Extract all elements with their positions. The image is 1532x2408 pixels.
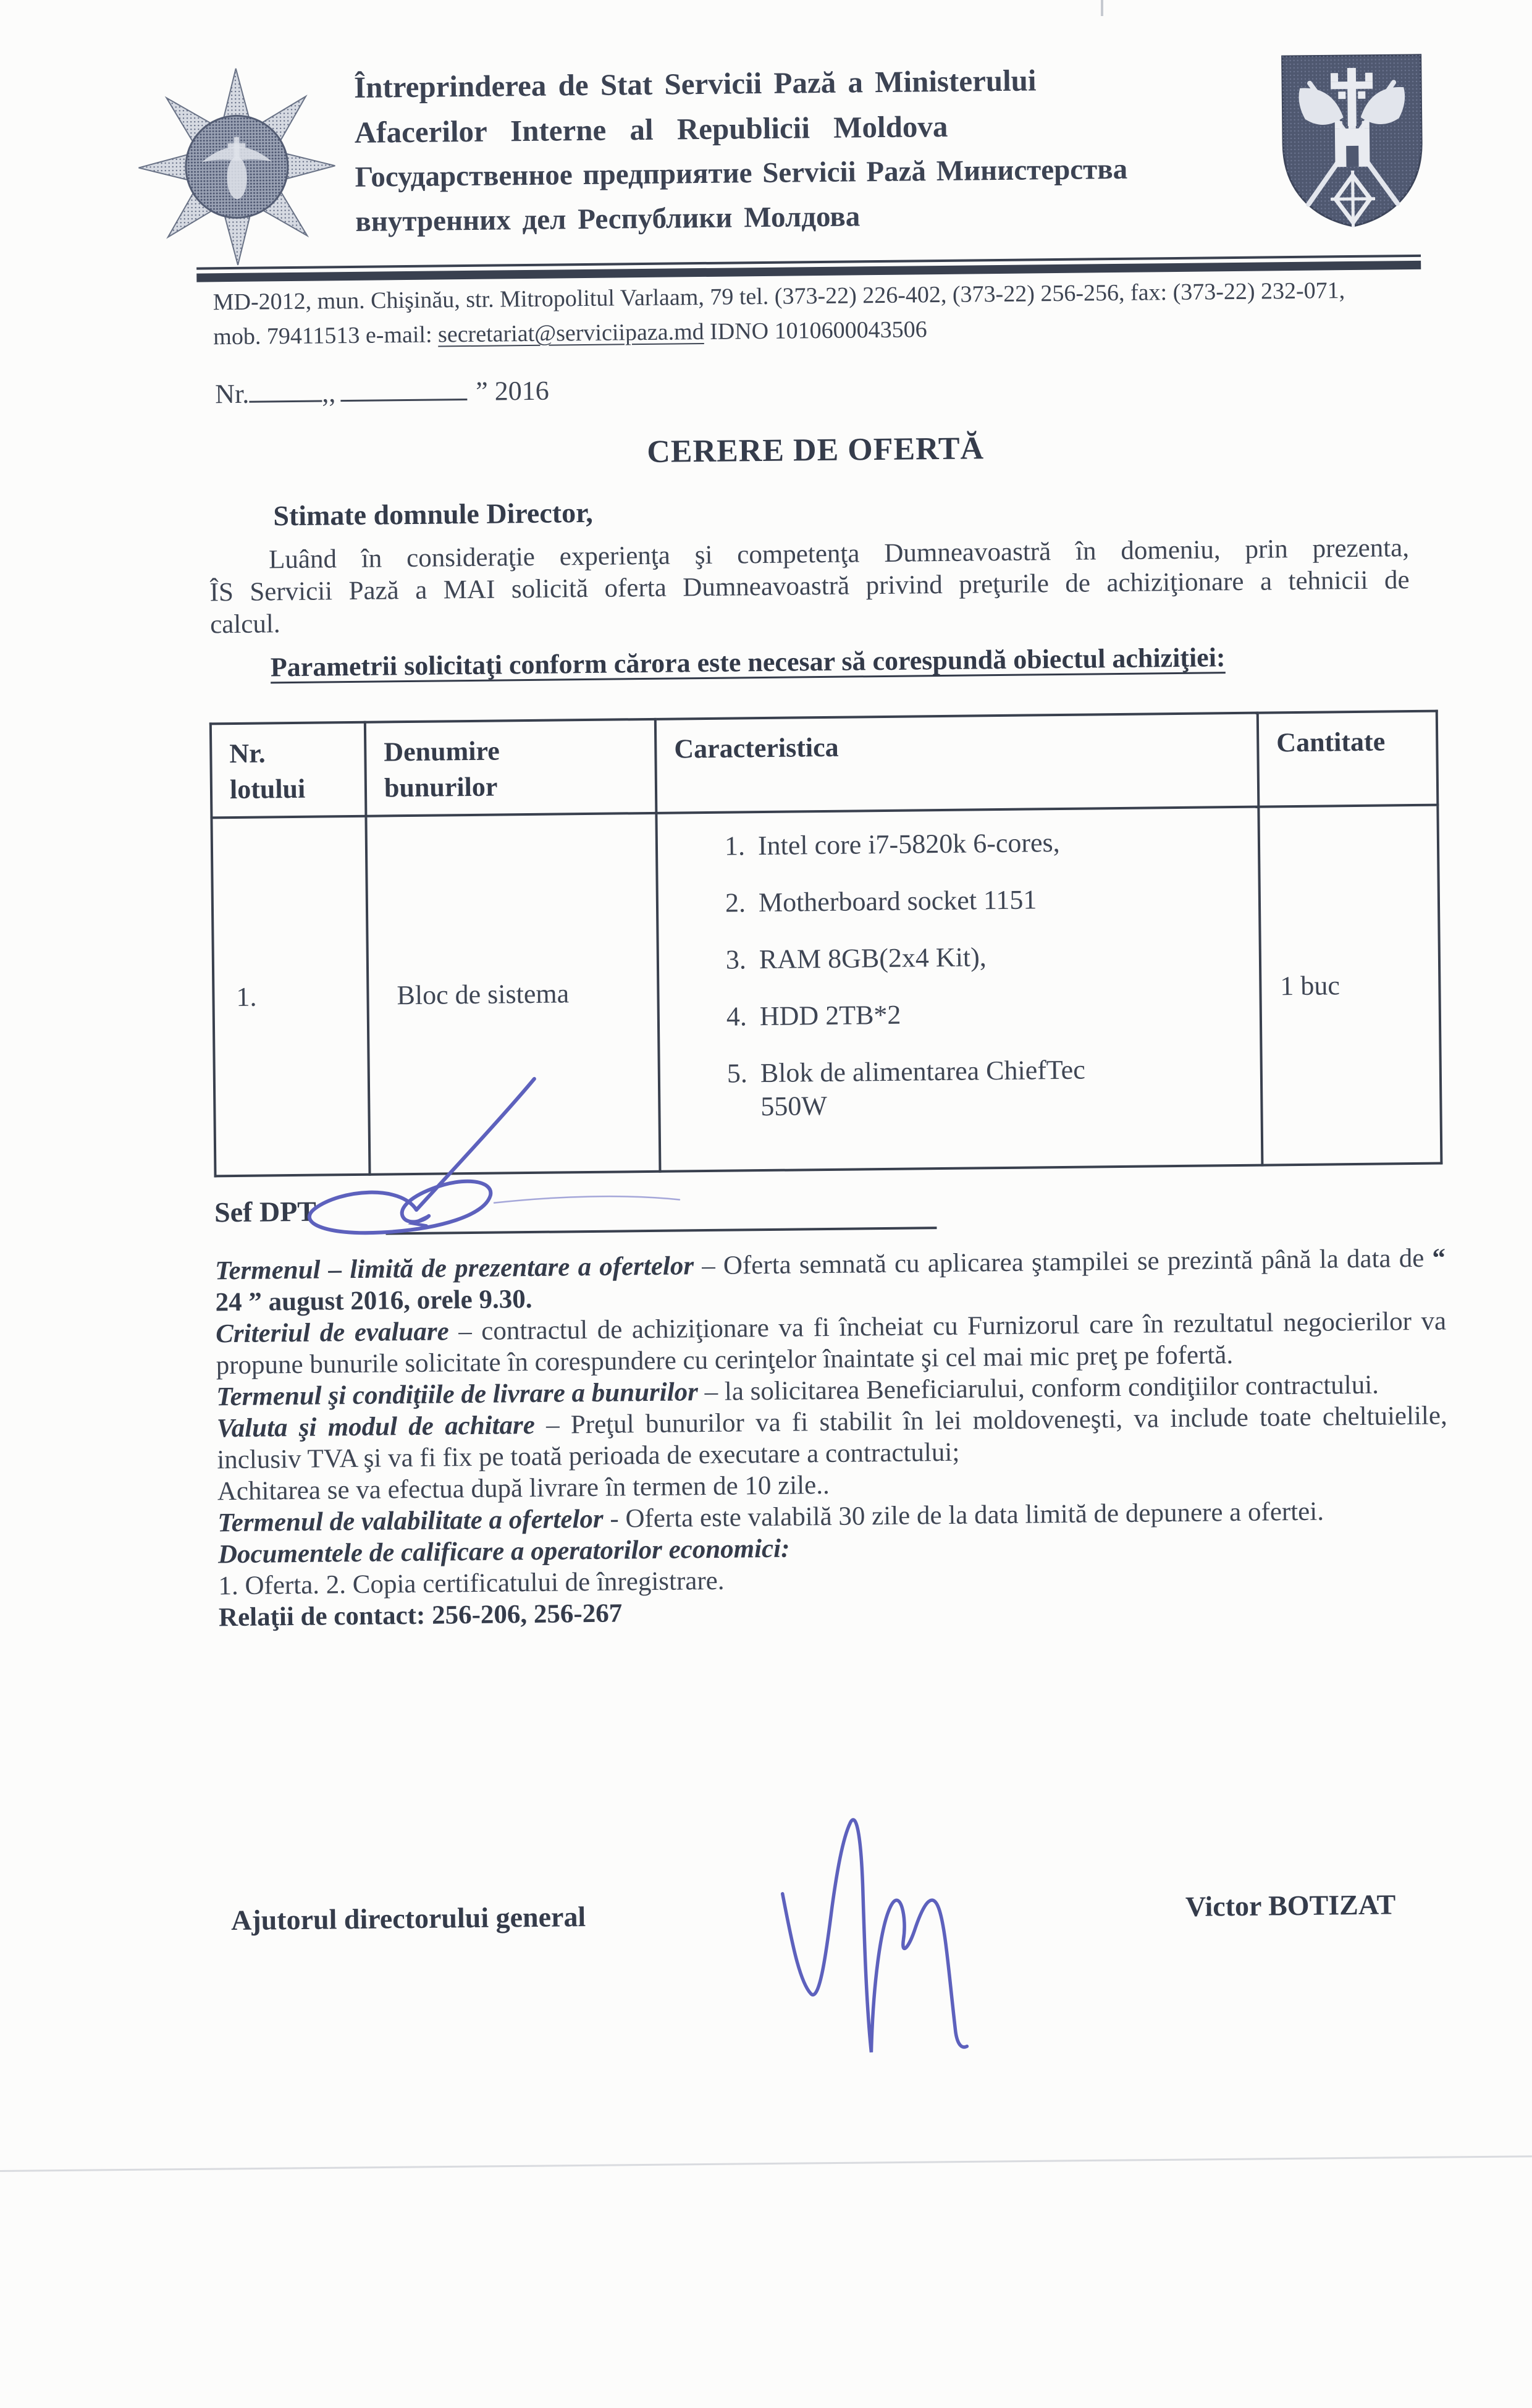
intro-paragraph bbox=[209, 532, 1410, 641]
date-blank-field bbox=[340, 374, 467, 402]
director-signature bbox=[739, 1799, 1008, 2076]
sef-dpt-label: Sef DPT bbox=[214, 1195, 317, 1228]
text-segment: Termenul – limită de prezentare a ofertelor bbox=[214, 1251, 694, 1286]
col-header-denumire: Denumire bunurilor bbox=[365, 719, 657, 816]
org-name-ru-line1: Государственное предприятие Servicii Pază Министерства bbox=[355, 153, 1128, 193]
parameters-heading bbox=[271, 641, 1226, 683]
terms-section bbox=[215, 1242, 1449, 1633]
text-segment: “ 24 ” august 2016, orele 9.30. bbox=[215, 1243, 1446, 1317]
text-segment: Valuta şi modul de achitare bbox=[216, 1410, 536, 1443]
table-header-row bbox=[211, 711, 1437, 818]
state-star-emblem bbox=[137, 66, 337, 270]
text-segment: – la solicitarea Beneficiarului, conform condiţiilor contractului. bbox=[697, 1370, 1379, 1407]
shield-emblem-icon bbox=[1277, 50, 1428, 230]
spec-item: 3. RAM 8GB(2x4 Kit), bbox=[753, 938, 1247, 976]
intro-line: calcul. bbox=[209, 609, 280, 640]
spec-list bbox=[658, 824, 1248, 1125]
org-name-ro-line1: Întreprinderea de Stat Servicii Pază a Ministerului bbox=[353, 63, 1037, 104]
email-address: secretariat@serviciipaza.md bbox=[437, 318, 704, 348]
org-name-block bbox=[354, 55, 1319, 244]
cell-specs bbox=[656, 807, 1262, 1172]
intro-line: ÎS Servicii Pază a MAI solicită oferta Dumneavoastră privind preţurile de achiziţionare a tehnicii de bbox=[209, 565, 1410, 607]
text-segment: – Oferta semnată cu aplicarea ştampilei se prezintă până la data de bbox=[693, 1243, 1433, 1281]
col-header-caracteristica: Caracteristica bbox=[655, 713, 1259, 813]
text-segment: Termenul de valabilitate a ofertelor bbox=[217, 1504, 604, 1538]
address-line1: MD-2012, mun. Chişinău, str. Mitropolitul Varlaam, 79 tel. (373-22) 226-402, (373-22) 256-256, fax: (373-22) 232-071, bbox=[213, 277, 1345, 316]
year-label: ” 2016 bbox=[475, 375, 550, 407]
cell-quantity: 1 buc bbox=[1258, 805, 1441, 1165]
org-name-ru-line2: внутренних дел Республики Молдова bbox=[355, 200, 861, 238]
text-segment: – contractul de achiziţionare va fi încheiat cu Furnizorul care în rezultatul negocierilor va propune bunurile solicitate în corespundere cu cerinţelor înaintate şi cel mai mic preţ pe fofertă. bbox=[216, 1306, 1447, 1380]
col-header-cantitate: Cantitate bbox=[1258, 711, 1438, 807]
text-segment: 1. Oferta. 2. Copia certificatului de înregistrare. bbox=[218, 1566, 725, 1601]
address-idno: IDNO 1010600043506 bbox=[704, 316, 927, 345]
col-header-nr-lotului: Nr. lotului bbox=[211, 722, 366, 818]
nr-blank-field bbox=[249, 375, 322, 402]
signature-ink-icon bbox=[739, 1799, 1008, 2073]
text-segment: Criteriul de evaluare bbox=[215, 1317, 449, 1349]
org-address bbox=[213, 272, 1387, 354]
org-name-ro-line2: Afacerilor Interne al Republicii Moldova bbox=[354, 109, 948, 150]
nr-commas: ,, bbox=[321, 378, 336, 408]
footer-signer-name: Victor BOTIZAT bbox=[1185, 1888, 1396, 1922]
spec-item: 1. Intel core i7-5820k 6-cores, bbox=[752, 824, 1246, 863]
spec-item: 5. Blok de alimentarea ChiefTec 550W bbox=[754, 1052, 1248, 1123]
footer-role-label: Ajutorul directorului general bbox=[230, 1901, 586, 1937]
cell-item-name: Bloc de sistema bbox=[366, 813, 660, 1175]
scan-artifact-tick bbox=[1101, 0, 1103, 16]
text-segment: - Oferta este valabilă 30 zile de la data limită de depunere a ofertei. bbox=[603, 1497, 1324, 1534]
salutation: Stimate domnule Director, bbox=[273, 496, 594, 532]
reference-number-line bbox=[215, 373, 549, 410]
signature-ink-icon bbox=[265, 1045, 712, 1266]
spec-item: 2. Motherboard socket 1151 bbox=[752, 881, 1247, 919]
spec-item: 4. HDD 2TB*2 bbox=[754, 995, 1248, 1033]
servicii-paza-shield-emblem bbox=[1277, 50, 1428, 234]
star-emblem-icon bbox=[137, 66, 337, 267]
text-segment: Relaţii de contact: 256-206, 256-267 bbox=[218, 1599, 623, 1633]
text-segment: Documentele de calificare a operatorilor economici: bbox=[217, 1534, 790, 1569]
intro-line: Luând în consideraţie experienţa şi competenţa Dumneavoastră în domeniu, prin prezenta, bbox=[268, 533, 1410, 575]
address-line2-prefix: mob. 79411513 e-mail: bbox=[213, 321, 439, 350]
cell-lot-number: 1. bbox=[211, 816, 369, 1177]
text-segment: Termenul şi condiţiile de livrare a bunurilor bbox=[216, 1377, 699, 1412]
sef-dpt-signature bbox=[265, 1045, 712, 1269]
text-segment: – Preţul bunurilor va fi stabilit în lei moldoveneşti, va include toate cheltuielile, inclusiv TVA şi va fi fix pe toată perioada de executare a contractului; bbox=[217, 1401, 1447, 1475]
document-title: CERERE DE OFERTĂ bbox=[646, 431, 985, 470]
nr-label: Nr. bbox=[215, 378, 250, 410]
text-segment: Achitarea se va efectua după livrare în termen de 10 zile.. bbox=[217, 1470, 830, 1506]
parameters-heading-text: Parametrii solicitaţi conform cărora este necesar să corespundă obiectul achiziţiei: bbox=[270, 642, 1226, 683]
